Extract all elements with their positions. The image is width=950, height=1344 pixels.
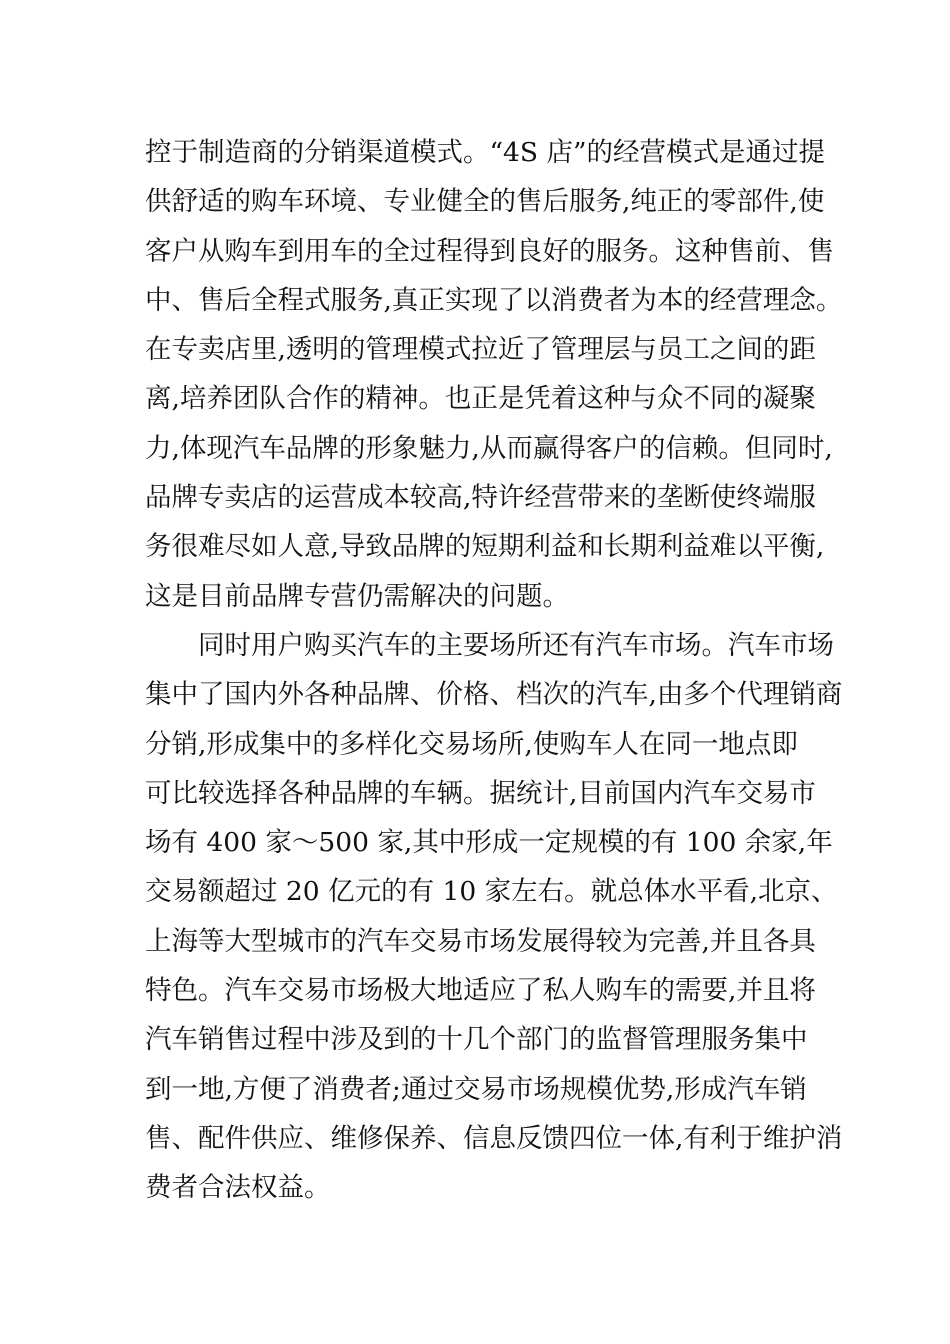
- paragraph-2-line-8: 特色。汽车交易市场极大地适应了私人购车的需要,并且将: [145, 975, 816, 1007]
- body-text: [145, 128, 843, 1213]
- paragraph-2-line-9: 汽车销售过程中涉及到的十几个部门的监督管理服务集中: [145, 1024, 808, 1056]
- paragraph-2-line-2: 集中了国内外各种品牌、价格、档次的汽车,由多个代理销商: [145, 679, 843, 711]
- paragraph-2-line-5: 场有 400 家～500 家,其中形成一定规模的有 100 余家,年: [145, 827, 833, 859]
- paragraph-2-line-12: 费者合法权益。: [145, 1172, 331, 1204]
- paragraph-1-line-8: 品牌专卖店的运营成本较高,特许经营带来的垄断使终端服: [145, 482, 816, 514]
- paragraph-2-line-4: 可比较选择各种品牌的车辆。据统计,目前国内汽车交易市: [145, 777, 816, 809]
- paragraph-1-line-9: 务很难尽如人意,导致品牌的短期利益和长期利益难以平衡,: [145, 531, 825, 563]
- paragraph-1-line-3: 客户从购车到用车的全过程得到良好的服务。这种售前、售: [145, 235, 834, 267]
- paragraph-2-line-1: 同时用户购买汽车的主要场所还有汽车市场。汽车市场: [198, 629, 834, 661]
- paragraph-1-line-6: 离,培养团队合作的精神。也正是凭着这种与众不同的凝聚: [145, 383, 816, 415]
- paragraph-1-line-7: 力,体现汽车品牌的形象魅力,从而赢得客户的信赖。但同时,: [145, 432, 833, 464]
- paragraph-1-line-5: 在专卖店里,透明的管理模式拉近了管理层与员工之间的距: [145, 334, 816, 366]
- paragraph-1-line-4: 中、售后全程式服务,真正实现了以消费者为本的经营理念。: [145, 284, 843, 316]
- paragraph-2-line-11: 售、配件供应、维修保养、信息反馈四位一体,有利于维护消: [145, 1122, 843, 1154]
- paragraph-2-line-10: 到一地,方便了消费者;通过交易市场规模优势,形成汽车销: [145, 1073, 807, 1105]
- paragraph-1-line-1: 控于制造商的分销渠道模式。“4S 店”的经营模式是通过提: [145, 137, 826, 168]
- paragraph-2-line-6: 交易额超过 20 亿元的有 10 家左右。就总体水平看,北京、: [145, 876, 838, 908]
- paragraph-2-line-7: 上海等大型城市的汽车交易市场发展得较为完善,并且各具: [145, 925, 816, 957]
- paragraph-2-line-3: 分销,形成集中的多样化交易场所,使购车人在同一地点即: [145, 728, 798, 760]
- paragraph-1-line-10: 这是目前品牌专营仍需解决的问题。: [145, 580, 569, 612]
- paragraph-1-line-2: 供舒适的购车环境、专业健全的售后服务,纯正的零部件,使: [145, 186, 825, 218]
